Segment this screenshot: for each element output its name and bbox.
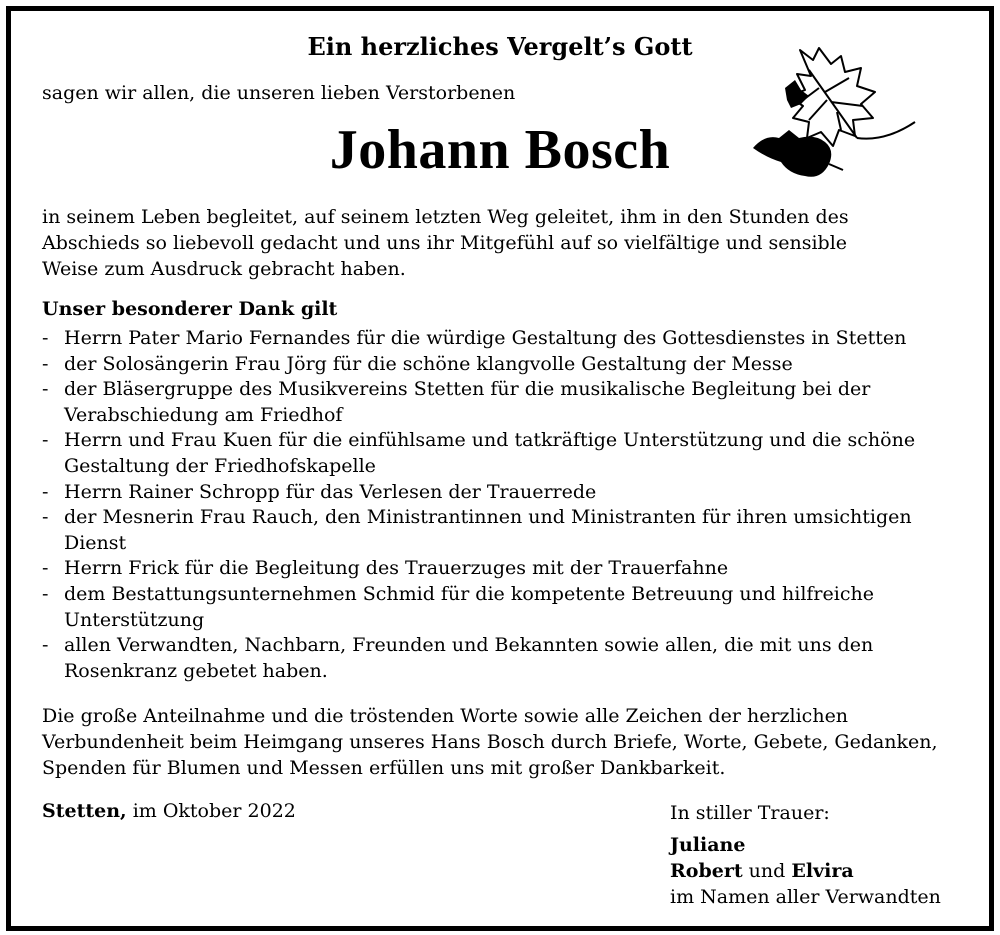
list-item-line: Herrn und Frau Kuen für die einfühlsame und tatkräftige Unterstützung und die schöne: [64, 429, 916, 452]
list-item: [42, 377, 977, 428]
intro-line: sagen wir allen, die unseren lieben Verstorbenen: [42, 82, 516, 104]
deceased-name: Johann Bosch: [329, 119, 671, 181]
mourner-second-a: Robert: [670, 860, 743, 882]
thanks-paragraph: [42, 204, 972, 282]
mourner-and: und: [748, 860, 786, 882]
list-item: [42, 556, 977, 582]
dash-bullet: -: [42, 557, 49, 580]
dash-bullet: -: [42, 378, 49, 401]
mourning-label: In stiller Trauer:: [670, 802, 830, 824]
list-item-line: der Mesnerin Frau Rauch, den Ministrantinnen und Ministranten für ihren umsichtigen: [64, 506, 912, 529]
paragraph-line: Abschieds so liebevoll gedacht und uns ihr Mitgefühl auf so vielfältige und sensible: [42, 232, 848, 254]
list-item: [42, 352, 977, 378]
list-item-line: der Solosängerin Frau Jörg für die schöne klangvolle Gestaltung der Messe: [64, 352, 793, 375]
thanks-list: [42, 326, 977, 684]
list-item: [42, 326, 977, 352]
headline: Ein herzliches Vergelt’s Gott: [307, 32, 693, 61]
mourner-first: Juliane: [670, 834, 746, 856]
paragraph-line: in seinem Leben begleitet, auf seinem letzten Weg geleitet, ihm in den Stunden des: [42, 206, 849, 228]
dash-bullet: -: [42, 582, 49, 605]
list-item: [42, 582, 977, 633]
list-item-line: Rosenkranz gebetet haben.: [64, 659, 328, 682]
list-item: [42, 633, 977, 684]
closing-line: Die große Anteilnahme und die tröstenden Worte sowie alle Zeichen der herzlichen: [42, 705, 849, 727]
list-item-line: Herrn Frick für die Begleitung des Trauerzuges mit der Trauerfahne: [64, 557, 729, 580]
closing-line: Verbundenheit beim Heimgang unseres Hans Bosch durch Briefe, Worte, Gebete, Gedanken,: [42, 731, 938, 753]
paragraph-line: Weise zum Ausdruck gebracht haben.: [42, 258, 406, 280]
mourners-block: [670, 800, 941, 910]
list-item-line: dem Bestattungsunternehmen Schmid für die kompetente Betreuung und hilfreiche: [64, 582, 874, 605]
mourner-second-b: Elvira: [791, 860, 854, 882]
dash-bullet: -: [42, 480, 49, 503]
list-item-line: Unterstützung: [64, 608, 205, 631]
place: Stetten,: [42, 800, 127, 822]
list-item-line: Dienst: [64, 531, 127, 554]
list-item-line: allen Verwandten, Nachbarn, Freunden und Bekannten sowie allen, die mit uns den: [64, 634, 874, 657]
list-item-line: Herrn Rainer Schropp für das Verlesen der Trauerrede: [64, 480, 597, 503]
list-item: [42, 480, 977, 506]
mourner-names: [670, 832, 941, 910]
list-item: [42, 505, 977, 556]
closing-line: Spenden für Blumen und Messen erfüllen uns mit großer Dankbarkeit.: [42, 757, 726, 779]
dash-bullet: -: [42, 327, 49, 349]
list-item: [42, 428, 977, 479]
dash-bullet: -: [42, 634, 49, 657]
closing-paragraph: [42, 703, 977, 781]
list-item-line: Verabschiedung am Friedhof: [64, 403, 343, 426]
list-item-line: Gestaltung der Friedhofskapelle: [64, 454, 376, 477]
thanks-title: Unser besonderer Dank gilt: [42, 298, 338, 320]
autumn-leaves-icon: [745, 30, 925, 190]
dash-bullet: -: [42, 506, 49, 529]
mourner-relatives: im Namen aller Verwandten: [670, 886, 941, 908]
mourner-couple: [670, 858, 941, 884]
dash-bullet: -: [42, 429, 49, 452]
dash-bullet: -: [42, 352, 49, 375]
date: im Oktober 2022: [132, 800, 296, 822]
list-item-line: Herrn Pater Mario Fernandes für die würdige Gestaltung des Gottesdienstes in Stetten: [64, 327, 907, 349]
list-item-line: der Bläsergruppe des Musikvereins Stetten für die musikalische Begleitung bei der: [64, 378, 871, 401]
place-date: [42, 800, 296, 822]
